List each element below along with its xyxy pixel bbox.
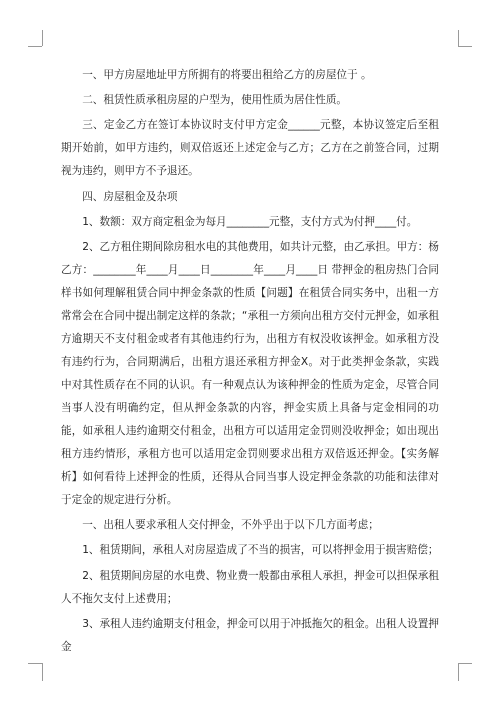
clause-deposit-reasons: 一、出租人要求承租人交付押金，不外乎出于以下几方面考虑； (82, 519, 379, 532)
crop-mark-bottom-right-vertical (458, 663, 459, 681)
crop-mark-bottom-left-vertical (42, 663, 43, 681)
crop-mark-top-left-horizontal (28, 46, 42, 47)
section-heading-rent: 四、房屋租金及杂项 (82, 190, 178, 203)
clause-lease-nature: 二、租赁性质承租房屋的户型为，使用性质为居住性质。 (82, 94, 348, 107)
crop-mark-top-right-horizontal (458, 46, 472, 47)
crop-mark-bottom-right-horizontal (458, 663, 472, 664)
reason-damage: 1、租赁期间，承租人对房屋造成了不当的损害，可以将押金用于损害赔偿； (82, 544, 439, 557)
crop-mark-bottom-left-horizontal (28, 663, 42, 664)
crop-mark-top-right-vertical (458, 30, 459, 46)
reason-utilities: 2、租赁期间房屋的水电费、物业费一般都由承租人承担，押金可以担保承租人不拖欠支付上述费用； (61, 569, 439, 605)
clause-rent-amount: 1、数额：双方商定租金为每月________元整，支付方式为付押____付。 (82, 215, 418, 228)
reason-late-rent: 3、承租人违约逾期支付租金，押金可以用于冲抵拖欠的租金。出租人设置押金 (61, 617, 439, 653)
clause-other-fees-and-analysis: 2、乙方租住期间除房租水电的其他费用，如共计元整，由乙承担。甲方：杨乙方：________年____月____日________年____月____日 带押金的租房热门合同样书如何理解租赁合同中押金条款的性质【问题】在租赁合同实务中，出租一方常常会在合同中提出制定这样的条款；“承租一方须向出租方交付元押金，如承租方逾期天不支付租金或者有其他违约行为，出租方有权没收该押金。如承租方没有违约行为，合同期满后，出租方退还承租方押金X。对于此类押金条款，实践中对其性质存在不同的认识。有一种观点认为该种押金的性质为定金，尽管合同当事人没有明确约定，但从押金条款的内容，押金实质上具备与定金相同的功能，如承租人违约逾期交付租金，出租方可以适用定金罚则没收押金；如出现出租方违约情形，承租方也可以适用定金罚则要求出租方双倍返还押金。【实务解析】如何看待上述押金的性质，还得从合同当事人设定押金条款的功能和法律对于定金的规定进行分析。 (61, 240, 439, 506)
document-body (61, 64, 439, 661)
crop-mark-top-left-vertical (42, 30, 43, 46)
clause-deposit: 三、定金乙方在签订本协议时支付甲方定金______元整，本协议签定后至租期开始前，如甲方违约，则双倍返还上述定金与乙方；乙方在之前签合同，过期视为违约，则甲方不予退还。 (61, 119, 439, 178)
clause-property-address: 一、甲方房屋地址甲方所拥有的将要出租给乙方的房屋位于 。 (82, 69, 372, 81)
